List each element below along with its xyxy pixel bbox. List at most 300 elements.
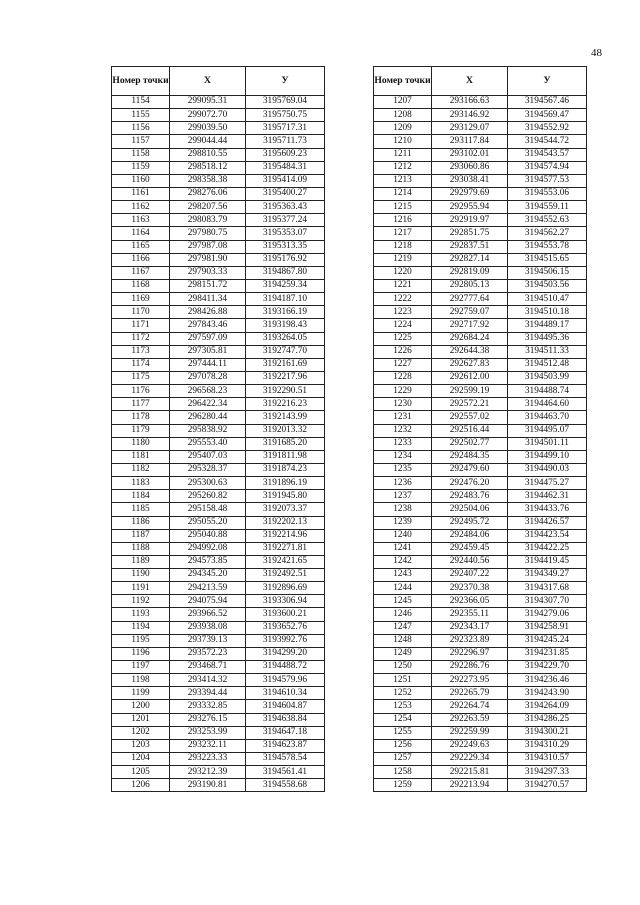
cell-y: 3192202.13 xyxy=(246,516,325,529)
cell-x: 292502.77 xyxy=(432,437,508,450)
table-row xyxy=(112,411,325,424)
table-row xyxy=(374,621,587,634)
coordinates-table-right xyxy=(373,66,587,792)
cell-y: 3194297.33 xyxy=(508,766,587,779)
cell-y: 3195400.27 xyxy=(246,187,325,200)
cell-y: 3195711.73 xyxy=(246,135,325,148)
cell-y: 3191896.19 xyxy=(246,477,325,490)
cell-y: 3194270.57 xyxy=(508,779,587,792)
cell-point-number: 1254 xyxy=(374,713,432,726)
cell-x: 292919.97 xyxy=(432,214,508,227)
cell-point-number: 1191 xyxy=(112,582,170,595)
cell-point-number: 1165 xyxy=(112,240,170,253)
cell-x: 295158.48 xyxy=(170,503,246,516)
cell-y: 3195717.31 xyxy=(246,122,325,135)
cell-point-number: 1217 xyxy=(374,227,432,240)
cell-y: 3194495.36 xyxy=(508,332,587,345)
cell-x: 293938.08 xyxy=(170,621,246,634)
cell-y: 3194475.27 xyxy=(508,477,587,490)
cell-y: 3194286.25 xyxy=(508,713,587,726)
table-row xyxy=(112,240,325,253)
cell-y: 3194499.10 xyxy=(508,450,587,463)
cell-point-number: 1218 xyxy=(374,240,432,253)
cell-y: 3194489.17 xyxy=(508,319,587,332)
cell-point-number: 1202 xyxy=(112,726,170,739)
cell-y: 3194638.84 xyxy=(246,713,325,726)
cell-y: 3192161.69 xyxy=(246,358,325,371)
cell-point-number: 1170 xyxy=(112,306,170,319)
cell-y: 3195484.31 xyxy=(246,161,325,174)
cell-x: 295407.03 xyxy=(170,450,246,463)
table-row xyxy=(374,135,587,148)
cell-x: 292355.11 xyxy=(432,608,508,621)
cell-point-number: 1154 xyxy=(112,96,170,109)
cell-point-number: 1255 xyxy=(374,726,432,739)
table-body-right xyxy=(374,96,587,792)
table-row xyxy=(112,358,325,371)
cell-point-number: 1257 xyxy=(374,753,432,766)
header-point-number: Номер точки xyxy=(112,67,170,96)
cell-x: 299039.50 xyxy=(170,122,246,135)
cell-y: 3193306.94 xyxy=(246,595,325,608)
cell-point-number: 1172 xyxy=(112,332,170,345)
table-row xyxy=(374,187,587,200)
cell-point-number: 1179 xyxy=(112,424,170,437)
cell-point-number: 1156 xyxy=(112,122,170,135)
cell-point-number: 1227 xyxy=(374,358,432,371)
header-point-number: Номер точки xyxy=(374,67,432,96)
cell-y: 3193652.76 xyxy=(246,621,325,634)
cell-point-number: 1226 xyxy=(374,345,432,358)
cell-point-number: 1189 xyxy=(112,555,170,568)
table-row xyxy=(374,634,587,647)
cell-point-number: 1187 xyxy=(112,529,170,542)
cell-x: 297980.75 xyxy=(170,227,246,240)
cell-point-number: 1201 xyxy=(112,713,170,726)
table-row xyxy=(374,687,587,700)
table-row xyxy=(374,332,587,345)
table-row xyxy=(112,516,325,529)
cell-x: 292407.22 xyxy=(432,569,508,582)
table-row xyxy=(374,661,587,674)
cell-x: 292479.60 xyxy=(432,463,508,476)
cell-point-number: 1203 xyxy=(112,739,170,752)
cell-point-number: 1225 xyxy=(374,332,432,345)
cell-y: 3194300.21 xyxy=(508,726,587,739)
cell-y: 3194464.60 xyxy=(508,398,587,411)
cell-point-number: 1199 xyxy=(112,687,170,700)
cell-point-number: 1230 xyxy=(374,398,432,411)
table-row xyxy=(374,371,587,384)
cell-y: 3195377.24 xyxy=(246,214,325,227)
table-row xyxy=(112,529,325,542)
table-row xyxy=(112,739,325,752)
table-row xyxy=(112,96,325,109)
cell-x: 292819.09 xyxy=(432,266,508,279)
table-row xyxy=(374,424,587,437)
cell-y: 3194610.34 xyxy=(246,687,325,700)
cell-x: 292370.38 xyxy=(432,582,508,595)
cell-x: 297305.81 xyxy=(170,345,246,358)
table-row xyxy=(374,279,587,292)
cell-point-number: 1253 xyxy=(374,700,432,713)
cell-x: 295300.63 xyxy=(170,477,246,490)
table-row xyxy=(374,463,587,476)
table-row xyxy=(112,253,325,266)
cell-y: 3194462.31 xyxy=(508,490,587,503)
table-row xyxy=(374,516,587,529)
cell-point-number: 1242 xyxy=(374,555,432,568)
cell-y: 3194559.11 xyxy=(508,201,587,214)
table-row xyxy=(374,306,587,319)
cell-y: 3194552.63 xyxy=(508,214,587,227)
cell-y: 3194426.57 xyxy=(508,516,587,529)
cell-y: 3191874.23 xyxy=(246,463,325,476)
cell-point-number: 1169 xyxy=(112,293,170,306)
table-row xyxy=(374,477,587,490)
table-row xyxy=(374,174,587,187)
cell-point-number: 1175 xyxy=(112,371,170,384)
cell-y: 3193600.21 xyxy=(246,608,325,621)
cell-y: 3194558.68 xyxy=(246,779,325,792)
cell-point-number: 1161 xyxy=(112,187,170,200)
cell-x: 296422.34 xyxy=(170,398,246,411)
table-row xyxy=(374,227,587,240)
table-row xyxy=(112,122,325,135)
cell-point-number: 1237 xyxy=(374,490,432,503)
cell-x: 292296.97 xyxy=(432,647,508,660)
table-row xyxy=(374,161,587,174)
cell-y: 3194561.41 xyxy=(246,766,325,779)
cell-x: 298358.38 xyxy=(170,174,246,187)
cell-point-number: 1251 xyxy=(374,674,432,687)
table-row xyxy=(112,293,325,306)
cell-point-number: 1158 xyxy=(112,148,170,161)
cell-point-number: 1241 xyxy=(374,542,432,555)
table-row xyxy=(112,503,325,516)
cell-x: 293966.52 xyxy=(170,608,246,621)
cell-point-number: 1214 xyxy=(374,187,432,200)
table-row xyxy=(112,477,325,490)
cell-y: 3192143.99 xyxy=(246,411,325,424)
cell-y: 3194495.07 xyxy=(508,424,587,437)
cell-x: 293394.44 xyxy=(170,687,246,700)
cell-y: 3194623.87 xyxy=(246,739,325,752)
cell-point-number: 1193 xyxy=(112,608,170,621)
header-x: Х xyxy=(432,67,508,96)
cell-point-number: 1222 xyxy=(374,293,432,306)
cell-x: 297444.11 xyxy=(170,358,246,371)
cell-x: 293253.99 xyxy=(170,726,246,739)
cell-x: 292557.02 xyxy=(432,411,508,424)
cell-y: 3194544.72 xyxy=(508,135,587,148)
cell-y: 3194543.57 xyxy=(508,148,587,161)
cell-y: 3195363.43 xyxy=(246,201,325,214)
cell-point-number: 1221 xyxy=(374,279,432,292)
cell-point-number: 1183 xyxy=(112,477,170,490)
table-row xyxy=(112,187,325,200)
table-row xyxy=(374,595,587,608)
cell-point-number: 1224 xyxy=(374,319,432,332)
cell-point-number: 1190 xyxy=(112,569,170,582)
table-row xyxy=(112,332,325,345)
cell-x: 298151.72 xyxy=(170,279,246,292)
cell-x: 292483.76 xyxy=(432,490,508,503)
cell-x: 292644.38 xyxy=(432,345,508,358)
cell-x: 292495.72 xyxy=(432,516,508,529)
cell-x: 295553.40 xyxy=(170,437,246,450)
table-row xyxy=(112,424,325,437)
cell-x: 292215.81 xyxy=(432,766,508,779)
cell-y: 3194423.54 xyxy=(508,529,587,542)
cell-x: 292717.92 xyxy=(432,319,508,332)
table-row xyxy=(112,371,325,384)
cell-y: 3194506.15 xyxy=(508,266,587,279)
cell-y: 3192747.70 xyxy=(246,345,325,358)
table-row xyxy=(374,739,587,752)
cell-y: 3194511.33 xyxy=(508,345,587,358)
cell-y: 3194490.03 xyxy=(508,463,587,476)
table-row xyxy=(112,700,325,713)
table-row xyxy=(112,608,325,621)
table-row xyxy=(374,753,587,766)
table-row xyxy=(112,713,325,726)
table-row xyxy=(374,319,587,332)
cell-x: 293190.81 xyxy=(170,779,246,792)
table-row xyxy=(112,595,325,608)
cell-point-number: 1162 xyxy=(112,201,170,214)
cell-x: 292263.59 xyxy=(432,713,508,726)
cell-point-number: 1238 xyxy=(374,503,432,516)
cell-point-number: 1245 xyxy=(374,595,432,608)
cell-y: 3194567.46 xyxy=(508,96,587,109)
cell-y: 3194307.70 xyxy=(508,595,587,608)
cell-x: 292837.51 xyxy=(432,240,508,253)
cell-point-number: 1247 xyxy=(374,621,432,634)
cell-point-number: 1186 xyxy=(112,516,170,529)
table-row xyxy=(112,542,325,555)
coordinates-table-left xyxy=(111,66,325,792)
cell-x: 297078.28 xyxy=(170,371,246,384)
cell-point-number: 1236 xyxy=(374,477,432,490)
table-row xyxy=(112,214,325,227)
table-row xyxy=(374,503,587,516)
cell-y: 3192013.32 xyxy=(246,424,325,437)
table-row xyxy=(112,490,325,503)
table-row xyxy=(112,555,325,568)
cell-x: 294345.20 xyxy=(170,569,246,582)
cell-y: 3194569.47 xyxy=(508,109,587,122)
cell-x: 299044.44 xyxy=(170,135,246,148)
cell-x: 298411.34 xyxy=(170,293,246,306)
cell-point-number: 1259 xyxy=(374,779,432,792)
cell-point-number: 1194 xyxy=(112,621,170,634)
cell-y: 3195609.23 xyxy=(246,148,325,161)
cell-x: 295040.88 xyxy=(170,529,246,542)
table-row xyxy=(374,450,587,463)
cell-y: 3194488.72 xyxy=(246,661,325,674)
cell-x: 292484.35 xyxy=(432,450,508,463)
table-row xyxy=(112,109,325,122)
cell-x: 293060.86 xyxy=(432,161,508,174)
cell-y: 3195414.09 xyxy=(246,174,325,187)
cell-point-number: 1204 xyxy=(112,753,170,766)
cell-x: 292684.24 xyxy=(432,332,508,345)
cell-point-number: 1163 xyxy=(112,214,170,227)
cell-x: 292599.19 xyxy=(432,385,508,398)
cell-point-number: 1211 xyxy=(374,148,432,161)
cell-y: 3194512.48 xyxy=(508,358,587,371)
table-row xyxy=(112,345,325,358)
cell-x: 292504.06 xyxy=(432,503,508,516)
table-row xyxy=(374,96,587,109)
cell-y: 3194243.90 xyxy=(508,687,587,700)
table-row xyxy=(374,398,587,411)
table-row xyxy=(374,608,587,621)
page-number: 48 xyxy=(591,47,602,59)
cell-y: 3192421.65 xyxy=(246,555,325,568)
table-row xyxy=(374,358,587,371)
cell-y: 3194422.25 xyxy=(508,542,587,555)
cell-x: 295260.82 xyxy=(170,490,246,503)
table-row xyxy=(374,766,587,779)
cell-x: 292979.69 xyxy=(432,187,508,200)
cell-point-number: 1232 xyxy=(374,424,432,437)
cell-x: 295328.37 xyxy=(170,463,246,476)
table-row xyxy=(112,279,325,292)
cell-x: 298518.12 xyxy=(170,161,246,174)
table-body-left xyxy=(112,96,325,792)
cell-x: 292264.74 xyxy=(432,700,508,713)
cell-y: 3194579.96 xyxy=(246,674,325,687)
cell-x: 297843.46 xyxy=(170,319,246,332)
cell-point-number: 1219 xyxy=(374,253,432,266)
cell-point-number: 1228 xyxy=(374,371,432,384)
cell-point-number: 1195 xyxy=(112,634,170,647)
cell-point-number: 1174 xyxy=(112,358,170,371)
cell-point-number: 1205 xyxy=(112,766,170,779)
cell-x: 292366.05 xyxy=(432,595,508,608)
cell-x: 297981.90 xyxy=(170,253,246,266)
cell-y: 3191811.98 xyxy=(246,450,325,463)
table-row xyxy=(374,582,587,595)
cell-y: 3194310.29 xyxy=(508,739,587,752)
cell-y: 3194259.34 xyxy=(246,279,325,292)
cell-y: 3192217.96 xyxy=(246,371,325,384)
cell-y: 3194577.53 xyxy=(508,174,587,187)
cell-point-number: 1178 xyxy=(112,411,170,424)
table-header-row xyxy=(374,67,587,96)
cell-x: 292955.94 xyxy=(432,201,508,214)
cell-x: 295055.20 xyxy=(170,516,246,529)
table-row xyxy=(374,647,587,660)
cell-point-number: 1248 xyxy=(374,634,432,647)
cell-point-number: 1239 xyxy=(374,516,432,529)
table-row xyxy=(374,779,587,792)
cell-y: 3194488.74 xyxy=(508,385,587,398)
cell-point-number: 1173 xyxy=(112,345,170,358)
cell-x: 292476.20 xyxy=(432,477,508,490)
cell-x: 292827.14 xyxy=(432,253,508,266)
cell-point-number: 1231 xyxy=(374,411,432,424)
cell-y: 3194433.76 xyxy=(508,503,587,516)
cell-y: 3194503.56 xyxy=(508,279,587,292)
table-row xyxy=(112,161,325,174)
cell-x: 293223.33 xyxy=(170,753,246,766)
cell-x: 294075.94 xyxy=(170,595,246,608)
cell-x: 292265.79 xyxy=(432,687,508,700)
cell-point-number: 1258 xyxy=(374,766,432,779)
cell-y: 3194245.24 xyxy=(508,634,587,647)
cell-y: 3194299.20 xyxy=(246,647,325,660)
cell-point-number: 1212 xyxy=(374,161,432,174)
table-row xyxy=(112,753,325,766)
cell-x: 292851.75 xyxy=(432,227,508,240)
cell-x: 299095.31 xyxy=(170,96,246,109)
cell-point-number: 1213 xyxy=(374,174,432,187)
table-row xyxy=(374,542,587,555)
cell-y: 3194562.27 xyxy=(508,227,587,240)
cell-point-number: 1176 xyxy=(112,385,170,398)
cell-x: 292572.21 xyxy=(432,398,508,411)
cell-y: 3194647.18 xyxy=(246,726,325,739)
cell-y: 3194229.70 xyxy=(508,661,587,674)
cell-y: 3194510.47 xyxy=(508,293,587,306)
cell-point-number: 1240 xyxy=(374,529,432,542)
table-row xyxy=(374,674,587,687)
cell-point-number: 1207 xyxy=(374,96,432,109)
cell-point-number: 1188 xyxy=(112,542,170,555)
cell-point-number: 1166 xyxy=(112,253,170,266)
table-row xyxy=(374,385,587,398)
cell-y: 3194258.91 xyxy=(508,621,587,634)
cell-x: 292323.89 xyxy=(432,634,508,647)
cell-y: 3191685.20 xyxy=(246,437,325,450)
table-row xyxy=(112,779,325,792)
cell-point-number: 1223 xyxy=(374,306,432,319)
cell-y: 3193992.76 xyxy=(246,634,325,647)
cell-x: 292229.34 xyxy=(432,753,508,766)
cell-point-number: 1234 xyxy=(374,450,432,463)
cell-x: 296568.23 xyxy=(170,385,246,398)
cell-point-number: 1235 xyxy=(374,463,432,476)
cell-x: 296280.44 xyxy=(170,411,246,424)
cell-x: 292213.94 xyxy=(432,779,508,792)
cell-y: 3193166.19 xyxy=(246,306,325,319)
table-row xyxy=(112,319,325,332)
table-row xyxy=(112,766,325,779)
cell-point-number: 1244 xyxy=(374,582,432,595)
cell-x: 293468.71 xyxy=(170,661,246,674)
table-row xyxy=(112,621,325,634)
table-row xyxy=(112,450,325,463)
cell-x: 292259.99 xyxy=(432,726,508,739)
table-row xyxy=(112,437,325,450)
table-row xyxy=(374,122,587,135)
cell-x: 294992.08 xyxy=(170,542,246,555)
table-header-row xyxy=(112,67,325,96)
cell-x: 292627.83 xyxy=(432,358,508,371)
table-row xyxy=(112,726,325,739)
cell-x: 292273.95 xyxy=(432,674,508,687)
cell-y: 3194574.94 xyxy=(508,161,587,174)
table-row xyxy=(374,253,587,266)
cell-point-number: 1171 xyxy=(112,319,170,332)
cell-y: 3194419.45 xyxy=(508,555,587,568)
cell-x: 292343.17 xyxy=(432,621,508,634)
cell-point-number: 1220 xyxy=(374,266,432,279)
table-row xyxy=(374,109,587,122)
